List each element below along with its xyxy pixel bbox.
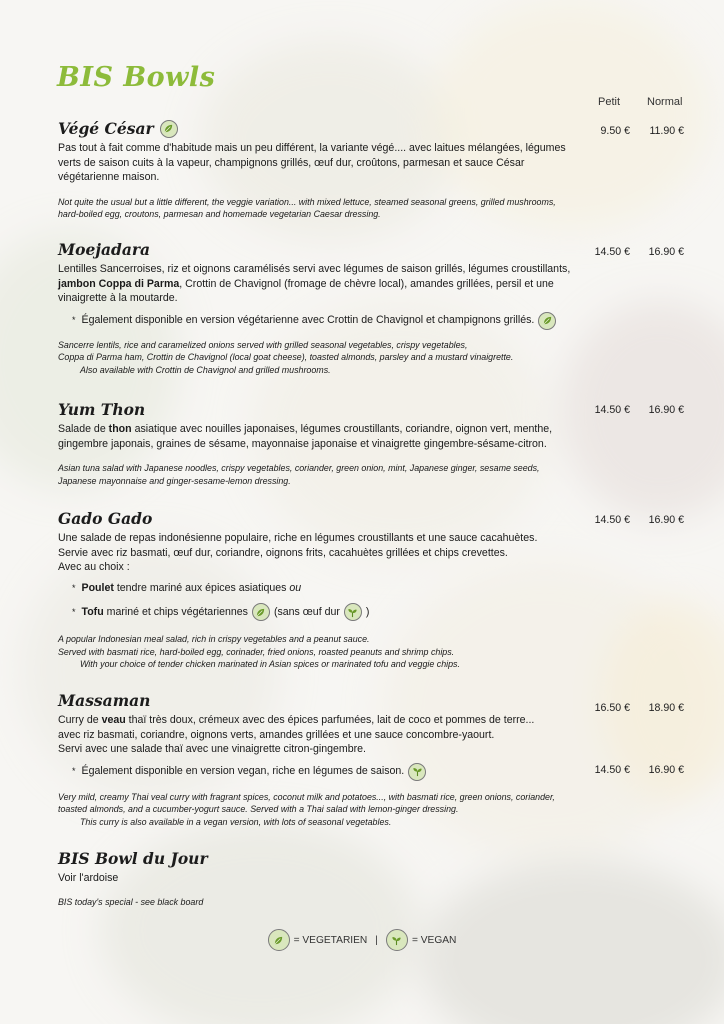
legend-vegetarien: = VEGETARIEN: [293, 934, 368, 946]
price-petit: 14.50 €: [594, 246, 630, 258]
description-fr: Une salade de repas indonésienne populaire, riche en légumes croustillants et une sauce cacahuètes. Servie avec riz basmati, œuf dur, coriandre, oignons frits, cacahuètes grillées et chips crevettes. Avec au choix :: [58, 532, 538, 573]
description-fr: Salade de thon asiatique avec nouilles japonaises, légumes croustillants, coriandre, oignon vert, menthe, gingembre japonais, graines de sésame, mayonnaise japonaise et vinaigrette gingembre-sésame-citron.: [58, 423, 553, 450]
dish-yum-thon: [58, 400, 578, 487]
price-normal: 16.90 €: [648, 404, 684, 416]
option-vegetarian: * Également disponible en version végétarienne avec Crottin de Chavignol et champignons grillés.: [72, 312, 578, 330]
price-normal: 16.90 €: [648, 514, 684, 526]
sprout-icon: [344, 603, 362, 621]
option-poulet: * Poulet tendre mariné aux épices asiatiques ou: [72, 581, 302, 594]
description-fr: Curry de veau thaï très doux, crémeux avec des épices parfumées, lait de coco et pommes de terre... avec riz basmati, coriandre, oignons verts, amandes grillées et une sauce concombre-yaourt. Servi avec une salade thaï avec une vinaigrette citron-gingembre.: [58, 714, 535, 755]
leaf-icon: [538, 312, 556, 330]
description-en: Asian tuna salad with Japanese noodles, crispy vegetables, coriander, green onion, mint, Japanese ginger, sesame seeds, Japanese mayonnaise and ginger-sesame-lemon dressing.: [58, 463, 540, 486]
dish-massaman: [58, 691, 578, 828]
leaf-icon: [160, 120, 178, 138]
description-en: A popular Indonesian meal salad, rich in crispy vegetables and a peanut sauce. Served with basmati rice, hard-boiled egg, corinader, fried onions, roasted peanuts and shrimp chips. With your choice of tender chicken marinated in Asian spices or marinated tofu and veggie chips.: [58, 634, 460, 669]
option-price-petit: 14.50 €: [594, 764, 630, 776]
leaf-icon: [268, 929, 290, 951]
page-title: BIS Bowls: [57, 62, 216, 93]
price-petit: 14.50 €: [594, 404, 630, 416]
price-normal: 18.90 €: [648, 702, 684, 714]
diet-legend: [0, 929, 724, 951]
price-normal: 16.90 €: [648, 246, 684, 258]
dish-name: Gado Gado: [58, 509, 153, 528]
dish-name: Moejadara: [58, 240, 151, 259]
legend-vegan: = VEGAN: [411, 934, 457, 946]
column-header-petit: Petit: [598, 96, 621, 108]
sprout-icon: [386, 929, 408, 951]
dish-name: Yum Thon: [58, 400, 146, 419]
option-vegan: * Également disponible en version vegan, riche en légumes de saison.: [72, 763, 578, 781]
description-en: Very mild, creamy Thai veal curry with fragrant spices, coconut milk and potatoes..., with basmati rice, green onions, coriander, toasted almonds, and a cucumber-yogurt sauce. Served with a Thai salad with lemon-ginger dressing. This curry is also available in a vegan version, with lots of seasonal vegetables.: [58, 791, 555, 827]
dish-gado-gado: [58, 509, 578, 671]
dish-vege-cesar: [58, 119, 578, 221]
price-normal: 11.90 €: [649, 125, 684, 137]
description-en: Not quite the usual but a little different, the veggie variation... with mixed lettuce, steamed seasonal greens, grilled mushrooms, hard-boiled egg, croutons, parmesan and homemade vegetarian Caesar dressing.: [58, 196, 556, 219]
description-fr: Pas tout à fait comme d'habitude mais un peu différent, la variante végé.... avec laitues mélangées, légumes verts de saison cuits à la vapeur, champignons grillés, œuf dur, croûtons, parmesan et sauce César végétarienne maison.: [58, 142, 566, 183]
option-price-normal: 16.90 €: [648, 764, 684, 776]
price-petit: 16.50 €: [594, 702, 630, 714]
dish-name: Massaman: [58, 691, 151, 710]
legend-separator: |: [375, 934, 378, 946]
price-petit: 14.50 €: [594, 514, 630, 526]
price-petit: 9.50 €: [600, 125, 630, 137]
leaf-icon: [252, 603, 270, 621]
description-en: BIS today's special - see black board: [58, 896, 204, 907]
sprout-icon: [408, 763, 426, 781]
description-fr: Voir l'ardoise: [58, 872, 119, 884]
option-tofu: * Tofu mariné et chips végétariennes (sans œuf dur ): [72, 603, 578, 621]
description-fr: Lentilles Sancerroises, riz et oignons caramélisés servi avec légumes de saison grillés, légumes croustillants, jambon Coppa di Parma, Crottin de Chavignol (fromage de chèvre local), amandes grillées, persil et une vinaigrette à la moutarde.: [58, 263, 571, 304]
description-en: Sancerre lentils, rice and caramelized onions served with grilled seasonal vegetables, crispy vegetables, Coppa di Parma ham, Crottin de Chavignol (local goat cheese), toasted almonds, parsley and a mustard vinaigrette. Also available with Crottin de Chavignol and grilled mushrooms.: [58, 339, 514, 375]
column-header-normal: Normal: [647, 96, 683, 108]
dish-name: Végé César: [58, 119, 578, 138]
dish-bowl-du-jour: [58, 849, 578, 908]
dish-moejadara: [58, 240, 578, 376]
dish-name: BIS Bowl du Jour: [58, 849, 208, 868]
